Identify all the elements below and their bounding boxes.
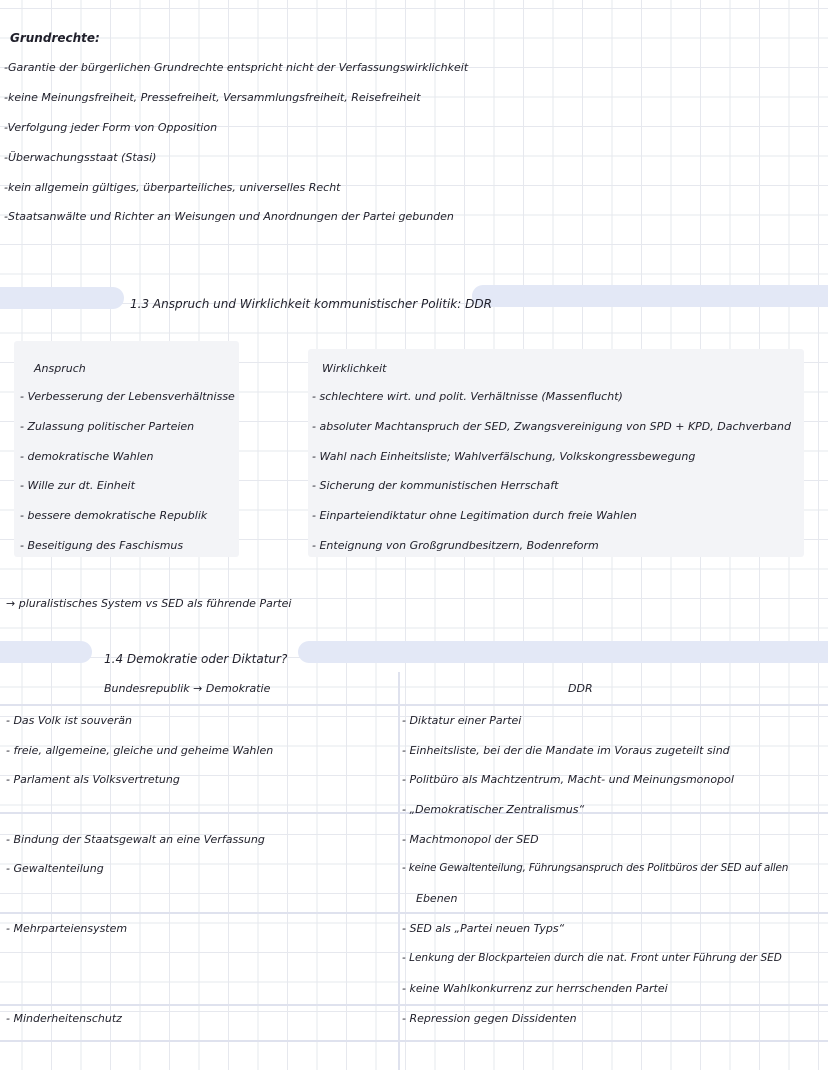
wirklichkeit-item: - schlechtere wirt. und polit. Verhältnisse (Massenflucht) <box>312 390 623 403</box>
ddr-item: - Lenkung der Blockparteien durch die nat. Front unter Führung der SED <box>402 952 782 964</box>
grundrechte-item: -keine Meinungsfreiheit, Pressefreiheit, Versammlungsfreiheit, Reisefreiheit <box>4 91 421 104</box>
ddr-item: - keine Wahlkonkurrenz zur herrschenden Partei <box>402 982 668 995</box>
ddr-item: - Machtmonopol der SED <box>402 833 539 846</box>
anspruch-item: - Zulassung politischer Parteien <box>20 420 195 433</box>
ddr-item: - Repression gegen Dissidenten <box>402 1012 577 1025</box>
anspruch-item: - Wille zur dt. Einheit <box>20 479 135 492</box>
wirklichkeit-title: Wirklichkeit <box>322 362 387 375</box>
grundrechte-item: -Staatsanwälte und Richter an Weisungen und Anordnungen der Partei gebunden <box>4 210 454 223</box>
anspruch-item: - Beseitigung des Faschismus <box>20 539 184 552</box>
brd-item: - freie, allgemeine, gleiche und geheime Wahlen <box>6 744 274 757</box>
grundrechte-item: -Garantie der bürgerlichen Grundrechte entspricht nicht der Verfassungswirklichkeit <box>4 61 469 74</box>
ddr-item: - Politbüro als Machtzentrum, Macht- und Meinungsmonopol <box>402 773 734 786</box>
section-divider-pill <box>0 641 92 663</box>
brd-item: - Bindung der Staatsgewalt an eine Verfassung <box>6 833 265 846</box>
ddr-item: - SED als „Partei neuen Typs“ <box>402 922 565 935</box>
wirklichkeit-item: - Sicherung der kommunistischen Herrschaft <box>312 479 559 492</box>
column-title-ddr: DDR <box>568 682 593 695</box>
ddr-item: - Diktatur einer Partei <box>402 714 522 727</box>
anspruch-item: - Verbesserung der Lebensverhältnisse <box>20 390 235 403</box>
ddr-item: - „Demokratischer Zentralismus“ <box>402 803 585 816</box>
section-divider-pill <box>472 285 828 307</box>
ddr-item-continuation: Ebenen <box>416 892 458 905</box>
wirklichkeit-item: - Wahl nach Einheitsliste; Wahlverfälschung, Volkskongressbewegung <box>312 450 696 463</box>
table-rule <box>0 1004 828 1006</box>
brd-item: - Gewaltenteilung <box>6 862 104 875</box>
grundrechte-item: -Verfolgung jeder Form von Opposition <box>4 121 218 134</box>
wirklichkeit-item: - Einparteiendiktatur ohne Legitimation durch freie Wahlen <box>312 509 637 522</box>
wirklichkeit-item: - Enteignung von Großgrundbesitzern, Bodenreform <box>312 539 599 552</box>
wirklichkeit-item: - absoluter Machtanspruch der SED, Zwangsvereinigung von SPD + KPD, Dachverband <box>312 420 791 433</box>
column-title-brd: Bundesrepublik → Demokratie <box>104 682 271 695</box>
section-13-conclusion: → pluralistisches System vs SED als führende Partei <box>6 597 292 610</box>
anspruch-item: - demokratische Wahlen <box>20 450 154 463</box>
grundrechte-title: Grundrechte: <box>10 31 100 45</box>
brd-item: - Minderheitenschutz <box>6 1012 122 1025</box>
brd-item: - Parlament als Volksvertretung <box>6 773 180 786</box>
table-rule <box>0 704 828 706</box>
section-13-heading: 1.3 Anspruch und Wirklichkeit kommunistischer Politik: DDR <box>130 297 492 311</box>
grundrechte-item: -kein allgemein gültiges, überparteiliches, universelles Recht <box>4 181 341 194</box>
brd-item: - Das Volk ist souverän <box>6 714 132 727</box>
table-column-divider <box>398 672 400 1070</box>
section-14-heading: 1.4 Demokratie oder Diktatur? <box>104 652 288 666</box>
ddr-item: - Einheitsliste, bei der die Mandate im Voraus zugeteilt sind <box>402 744 730 757</box>
grundrechte-item: -Überwachungsstaat (Stasi) <box>4 151 157 164</box>
brd-item: - Mehrparteiensystem <box>6 922 128 935</box>
table-rule <box>0 912 828 914</box>
anspruch-title: Anspruch <box>34 362 86 375</box>
section-divider-pill <box>0 287 124 309</box>
anspruch-item: - bessere demokratische Republik <box>20 509 208 522</box>
ddr-item: - keine Gewaltenteilung, Führungsanspruch des Politbüros der SED auf allen <box>402 862 789 874</box>
section-divider-pill <box>298 641 828 663</box>
table-rule <box>0 1040 828 1042</box>
